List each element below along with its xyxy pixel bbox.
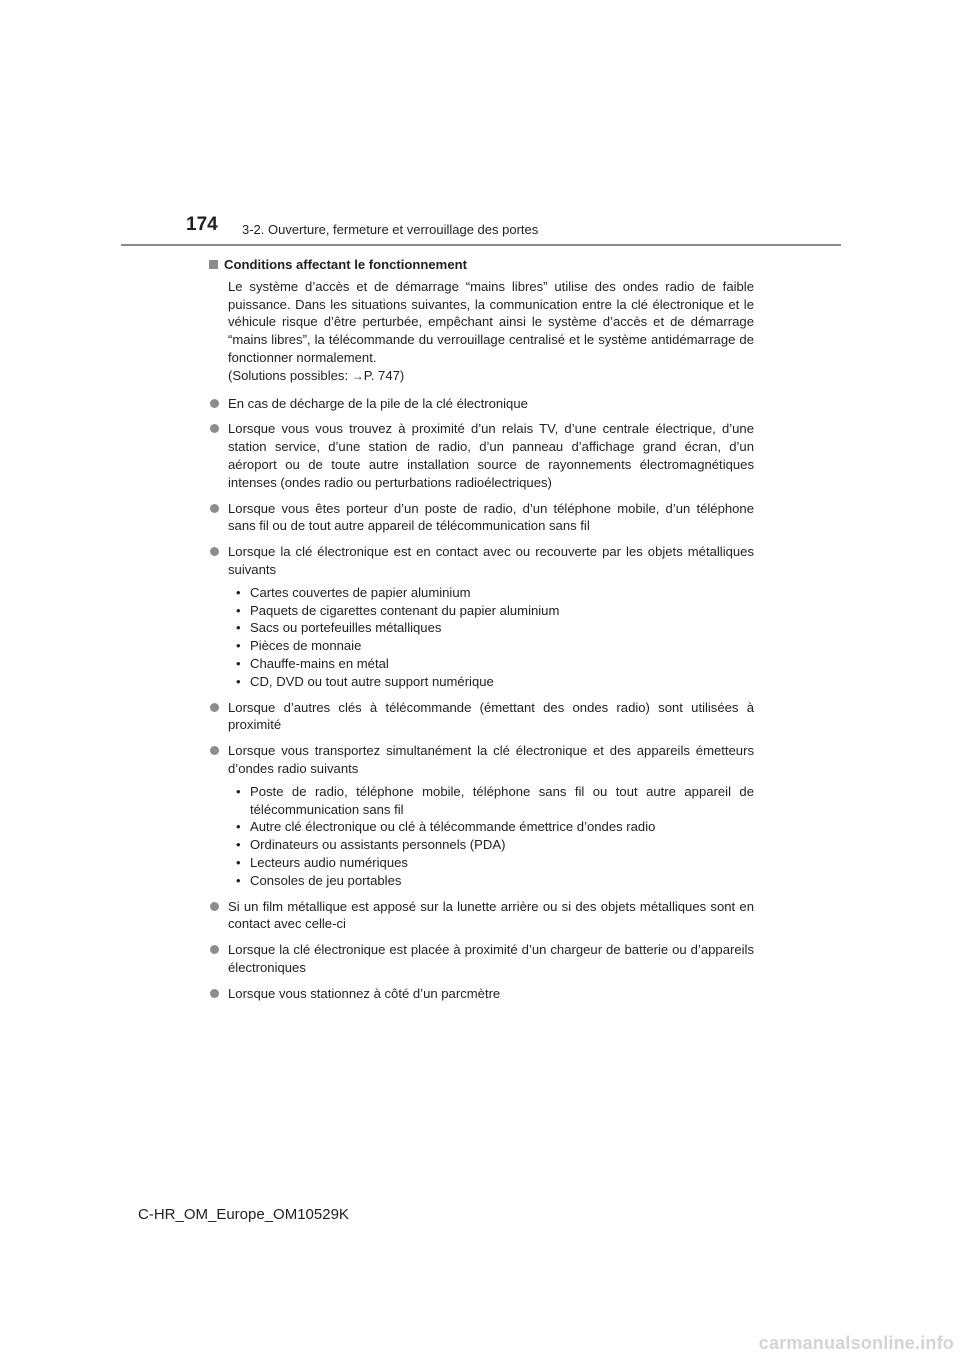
list-item-text: Lorsque vous transportez simultanément la clé électronique et des appareils émetteurs d’ondes radio suivants bbox=[228, 743, 754, 776]
sublist-item bbox=[236, 854, 754, 872]
circle-bullet-icon bbox=[210, 902, 219, 911]
sublist-item bbox=[236, 673, 754, 691]
list-item-text: Si un film métallique est apposé sur la lunette arrière ou si des objets métalliques sont en contact avec celle-ci bbox=[228, 898, 754, 932]
sublist-item-text: Poste de radio, téléphone mobile, téléphone sans fil ou tout autre appareil de télécommunication sans fil bbox=[250, 783, 754, 817]
sublist-item bbox=[236, 619, 754, 637]
sublist-item-text: Cartes couvertes de papier aluminium bbox=[250, 584, 471, 600]
watermark: carmanualsonline.info bbox=[758, 1333, 954, 1353]
solutions-page-link[interactable]: P. 747) bbox=[363, 367, 405, 383]
sub-bullet-icon: • bbox=[236, 620, 241, 636]
list-item bbox=[209, 742, 754, 889]
circle-bullet-icon bbox=[210, 746, 219, 755]
sub-bullet-icon: • bbox=[236, 783, 241, 799]
section-title: 3-2. Ouverture, fermeture et verrouillage des portes bbox=[242, 222, 539, 237]
sublist-item-text: Ordinateurs ou assistants personnels (PDA) bbox=[250, 837, 506, 853]
circle-bullet-icon bbox=[210, 945, 219, 954]
sublist-item-text: Pièces de monnaie bbox=[250, 638, 362, 654]
square-bullet-icon bbox=[209, 260, 218, 269]
sub-bullet-icon: • bbox=[236, 673, 241, 689]
solutions-prefix: (Solutions possibles: bbox=[228, 367, 352, 383]
header-divider bbox=[121, 244, 841, 246]
document-code: C-HR_OM_Europe_OM10529K bbox=[138, 1206, 349, 1223]
sublist-item bbox=[236, 836, 754, 854]
metal-objects-list bbox=[228, 584, 754, 691]
circle-bullet-icon bbox=[210, 424, 219, 433]
list-item-text: Lorsque la clé électronique est placée à proximité d’un chargeur de batterie ou d’appareils électroniques bbox=[228, 942, 754, 975]
list-item-text: En cas de décharge de la pile de la clé électronique bbox=[228, 395, 528, 411]
intro-paragraph: Le système d’accès et de démarrage “mains libres” utilise des ondes radio de faible puissance. Dans les situations suivantes, la communication entre la clé électronique et le véhicule risque d’être perturbée, empêchant ainsi le système d’accès et de démarrage “mains libres”, la télécommande du verrouillage centralisé et le système antidémarrage de fonctionner normalement. bbox=[228, 278, 754, 365]
circle-bullet-icon bbox=[210, 504, 219, 513]
circle-bullet-icon bbox=[210, 989, 219, 998]
sub-bullet-icon: • bbox=[236, 584, 241, 600]
list-item bbox=[209, 941, 754, 977]
arrow-right-icon: → bbox=[351, 368, 364, 383]
list-item bbox=[209, 985, 754, 1003]
sublist-item-text: Consoles de jeu portables bbox=[250, 872, 402, 888]
sub-bullet-icon: • bbox=[236, 872, 241, 888]
list-item bbox=[209, 395, 754, 413]
sublist-item bbox=[236, 655, 754, 673]
sublist-item bbox=[236, 637, 754, 655]
list-item bbox=[209, 543, 754, 690]
solutions-reference bbox=[228, 367, 754, 386]
main-content bbox=[209, 256, 754, 1010]
sublist-item-text: Sacs ou portefeuilles métalliques bbox=[250, 620, 442, 636]
sublist-item bbox=[236, 584, 754, 602]
list-item bbox=[209, 500, 754, 536]
sublist-item-text: Autre clé électronique ou clé à télécommande émettrice d’ondes radio bbox=[250, 819, 656, 835]
sublist-item-text: CD, DVD ou tout autre support numérique bbox=[250, 673, 494, 689]
circle-bullet-icon bbox=[210, 703, 219, 712]
conditions-list bbox=[209, 395, 754, 1003]
sublist-item bbox=[236, 602, 754, 620]
list-item-text: Lorsque vous stationnez à côté d’un parcmètre bbox=[228, 985, 501, 1001]
sub-bullet-icon: • bbox=[236, 819, 241, 835]
sublist-item-text: Lecteurs audio numériques bbox=[250, 854, 408, 870]
sublist-item bbox=[236, 818, 754, 836]
sub-bullet-icon: • bbox=[236, 837, 241, 853]
list-item-text: Lorsque vous êtes porteur d’un poste de radio, d’un téléphone mobile, d’un téléphone sans fil ou de tout autre appareil de télécommunication sans fil bbox=[228, 500, 754, 534]
radio-devices-list bbox=[228, 783, 754, 890]
list-item-text: Lorsque la clé électronique est en contact avec ou recouverte par les objets métalliques suivants bbox=[228, 544, 754, 577]
heading-text: Conditions affectant le fonctionnement bbox=[224, 257, 467, 272]
circle-bullet-icon bbox=[210, 547, 219, 556]
list-item-text: Lorsque vous vous trouvez à proximité d’un relais TV, d’une centrale électrique, d’une station service, d’une station de radio, d’un panneau d’affichage grand écran, d’un aéroport ou de toute autre installation source de rayonnements électromagnétiques intenses (ondes radio ou perturbations radioélectriques) bbox=[228, 421, 754, 490]
page-header bbox=[0, 0, 960, 250]
sublist-item-text: Paquets de cigarettes contenant du papier aluminium bbox=[250, 602, 560, 618]
page-number: 174 bbox=[186, 214, 218, 235]
sublist-item bbox=[236, 783, 754, 819]
circle-bullet-icon bbox=[210, 399, 219, 408]
sub-bullet-icon: • bbox=[236, 655, 241, 671]
sub-bullet-icon: • bbox=[236, 638, 241, 654]
list-item bbox=[209, 420, 754, 491]
list-item bbox=[209, 898, 754, 934]
sub-bullet-icon: • bbox=[236, 602, 241, 618]
section-heading bbox=[209, 256, 754, 274]
list-item bbox=[209, 699, 754, 735]
sublist-item-text: Chauffe-mains en métal bbox=[250, 655, 389, 671]
sub-bullet-icon: • bbox=[236, 854, 241, 870]
list-item-text: Lorsque d’autres clés à télécommande (émettant des ondes radio) sont utilisées à proximité bbox=[228, 699, 754, 733]
sublist-item bbox=[236, 872, 754, 890]
